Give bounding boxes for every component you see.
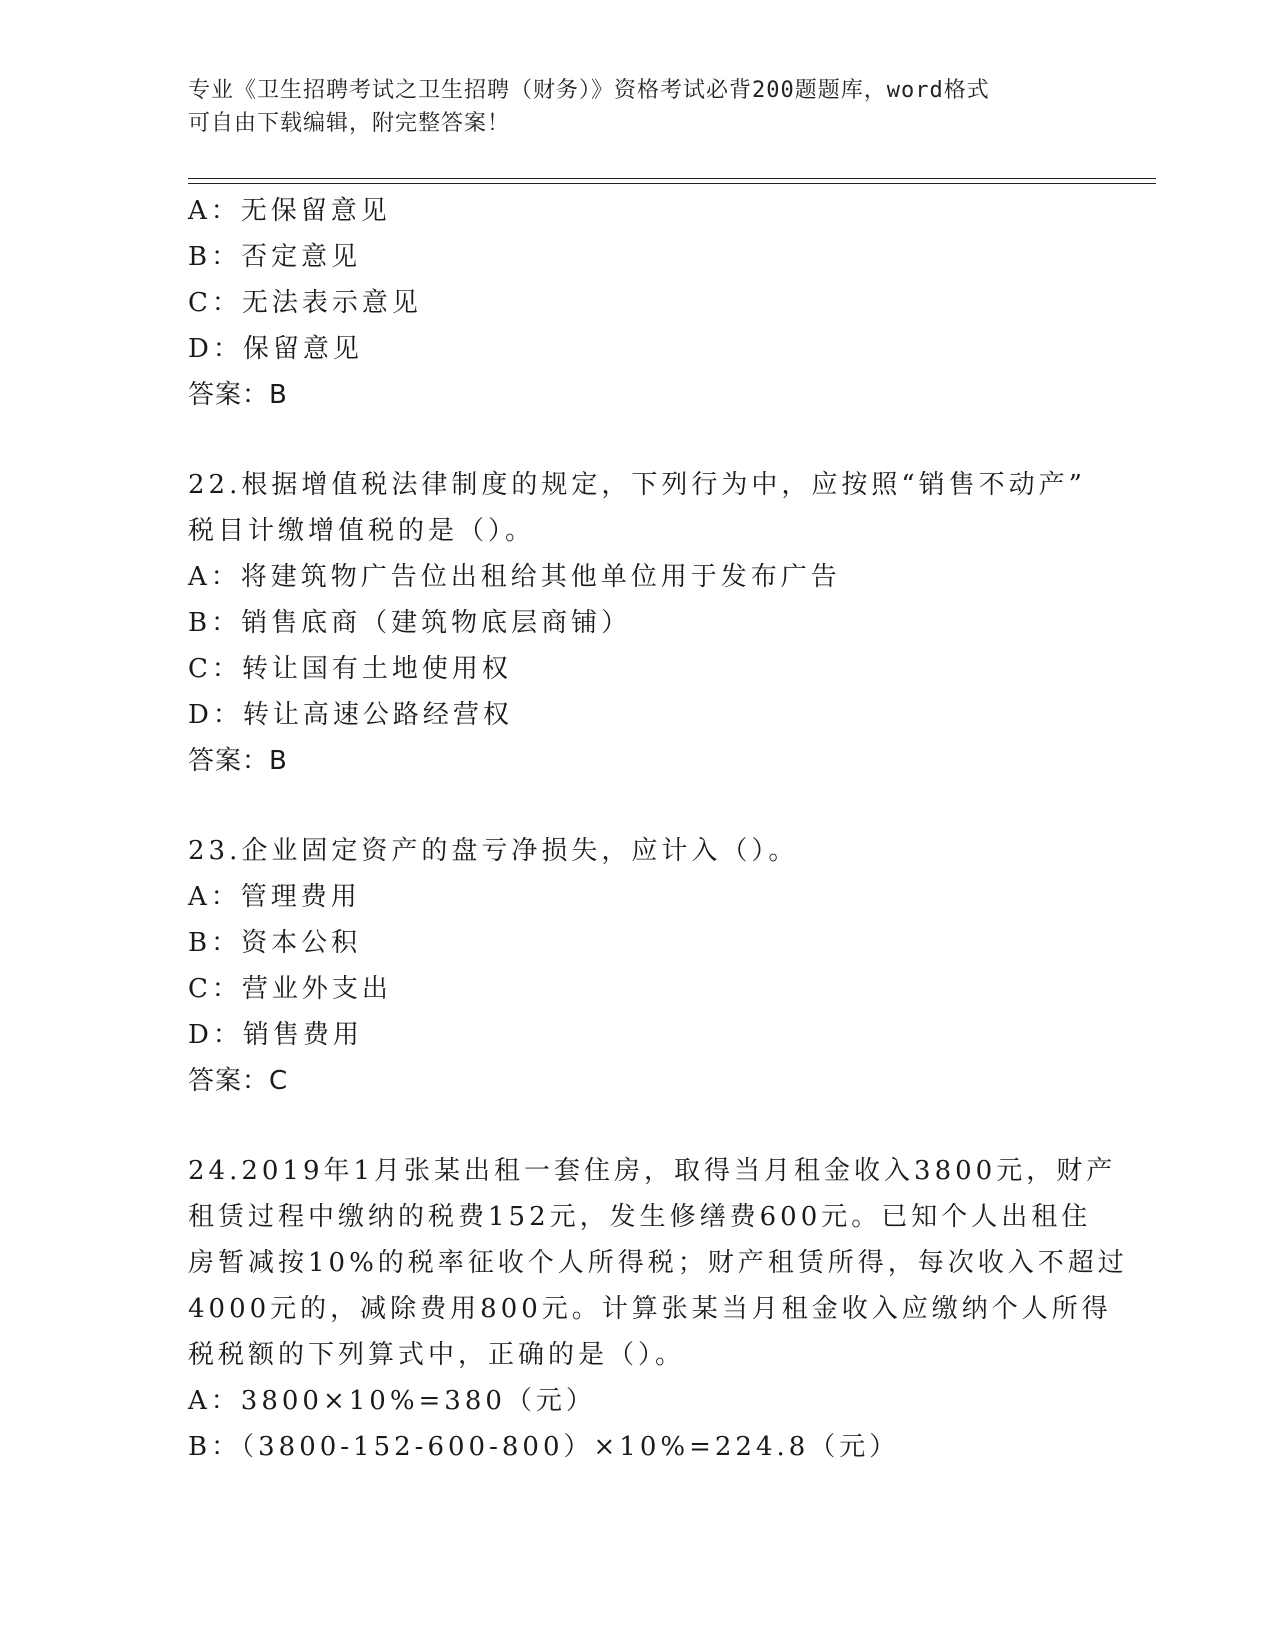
question-stem-line: 租赁过程中缴纳的税费152元，发生修缮费600元。已知个人出租住 <box>188 1202 1092 1232</box>
option-d: D：转让高速公路经营权 <box>188 700 513 730</box>
header-divider-bottom <box>188 183 1156 184</box>
header-line-2: 可自由下载编辑，附完整答案！ <box>188 111 511 136</box>
option-a: A：将建筑物广告位出租给其他单位用于发布广告 <box>188 562 841 592</box>
question-stem-line: 22.根据增值税法律制度的规定，下列行为中，应按照“销售不动产” <box>188 470 1086 500</box>
answer-line: 答案：B <box>188 746 288 776</box>
spacer <box>188 784 1088 828</box>
question-23 <box>188 828 1088 1104</box>
option-b: B：销售底商（建筑物底层商铺） <box>188 608 632 638</box>
question-stem-line: 税目计缴增值税的是（）。 <box>188 516 536 546</box>
option-c: C：转让国有土地使用权 <box>188 654 512 684</box>
option-b: B：否定意见 <box>188 242 362 272</box>
answer-line: 答案：C <box>188 1066 289 1096</box>
question-stem-line: 24.2019年1月张某出租一套住房，取得当月租金收入3800元，财产 <box>188 1156 1117 1186</box>
question-list <box>188 188 1128 1470</box>
question-24 <box>188 1148 1128 1470</box>
option-a: A：管理费用 <box>188 882 361 912</box>
header-divider-top <box>188 178 1156 179</box>
question-21 <box>188 188 1088 418</box>
header-line-1: 专业《卫生招聘考试之卫生招聘（财务）》资格考试必背200题题库，word格式 <box>188 78 990 103</box>
spacer <box>188 418 1088 462</box>
answer-line: 答案：B <box>188 380 288 410</box>
option-b: B：资本公积 <box>188 928 362 958</box>
document-header <box>188 74 1088 140</box>
option-c: C：营业外支出 <box>188 974 392 1004</box>
question-stem-line: 税税额的下列算式中，正确的是（）。 <box>188 1340 686 1370</box>
question-stem-line: 23.企业固定资产的盘亏净损失，应计入（）。 <box>188 836 799 866</box>
option-a: A：3800×10%=380（元） <box>188 1386 596 1416</box>
option-b: B：（3800-152-600-800）×10%=224.8（元） <box>188 1432 900 1462</box>
option-d: D：销售费用 <box>188 1020 363 1050</box>
option-d: D：保留意见 <box>188 334 363 364</box>
spacer <box>188 1104 1088 1148</box>
option-c: C：无法表示意见 <box>188 288 422 318</box>
question-22 <box>188 462 1088 784</box>
question-stem-line: 房暂减按10%的税率征收个人所得税；财产租赁所得，每次收入不超过 <box>188 1248 1128 1278</box>
question-stem-line: 4000元的，减除费用800元。计算张某当月租金收入应缴纳个人所得 <box>188 1294 1112 1324</box>
option-a: A：无保留意见 <box>188 196 391 226</box>
